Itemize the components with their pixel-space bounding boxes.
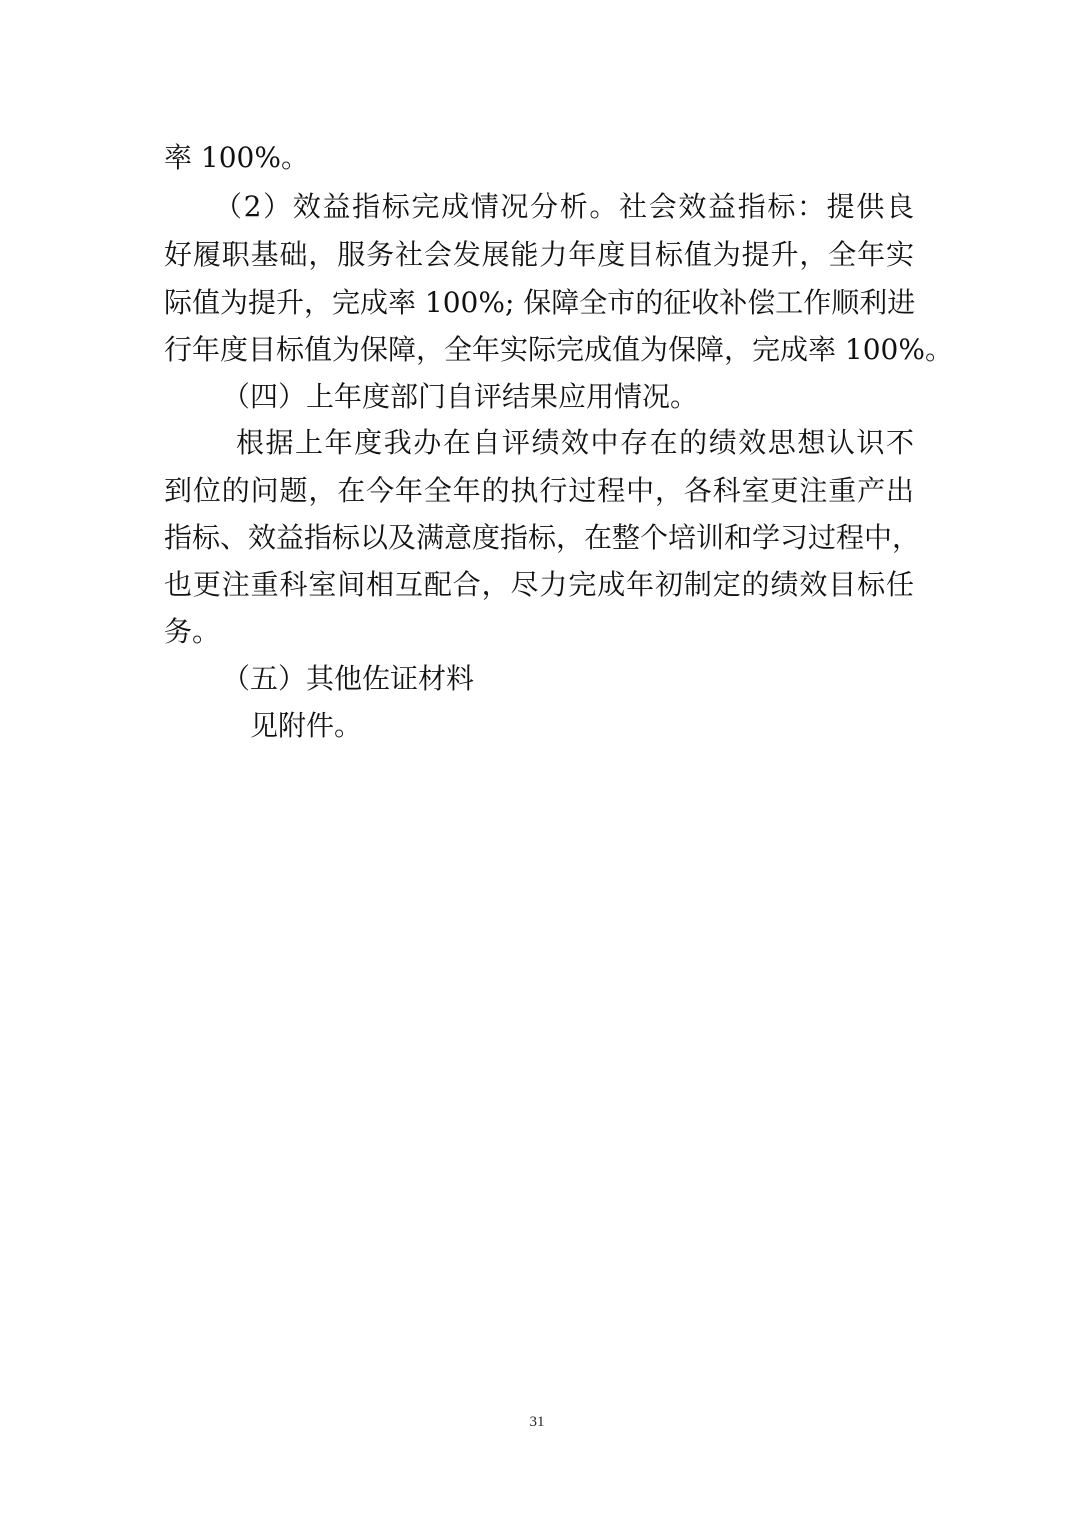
section-heading-4: （四）上年度部门自评结果应用情况。 [222, 380, 699, 413]
paragraph-3-line-3: 指标、效益指标以及满意度指标，在整个培训和学习过程中， [164, 521, 921, 554]
paragraph-3-line-4: 也更注重科室间相互配合，尽力完成年初制定的绩效目标任 [164, 568, 914, 601]
paragraph-3-line-1: 根据上年度我办在自评绩效中存在的绩效思想认识不 [236, 426, 914, 459]
paragraph-2-line-1: （2）效益指标完成情况分析。社会效益指标：提供良 [214, 190, 914, 223]
section-heading-5: （五）其他佐证材料 [222, 662, 475, 695]
paragraph-3-line-2: 到位的问题，在今年全年的执行过程中，各科室更注重产出 [164, 474, 914, 507]
page-number: 31 [529, 1414, 545, 1430]
paragraph-1-line-1: 率 100%。 [164, 141, 309, 174]
paragraph-2-line-4: 行年度目标值为保障，全年实际完成值为保障，完成率 100%。 [164, 333, 953, 366]
paragraph-3-line-5: 务。 [164, 615, 221, 648]
paragraph-2-line-2: 好履职基础，服务社会发展能力年度目标值为提升，全年实 [164, 238, 914, 271]
paragraph-2-line-3: 际值为提升，完成率 100%; 保障全市的征收补偿工作顺利进 [164, 286, 916, 319]
attachment-note: 见附件。 [250, 709, 363, 742]
